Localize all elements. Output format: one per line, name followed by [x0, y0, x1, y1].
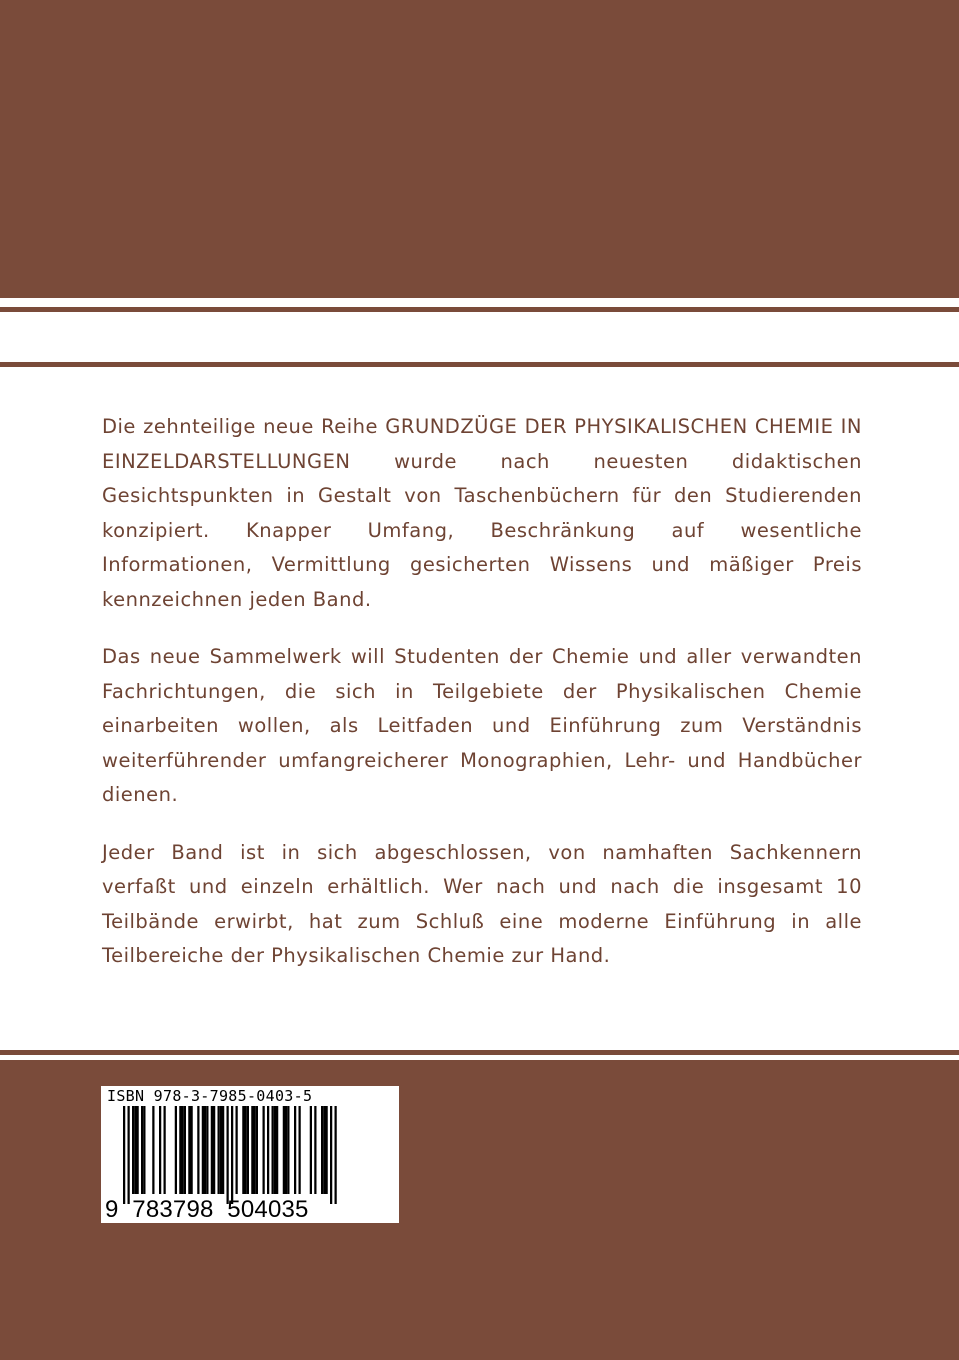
barcode-bar: [323, 1106, 325, 1194]
barcode-bar: [236, 1106, 238, 1194]
paragraph-volumes: Jeder Band ist in sich abgeschlossen, von namhaften Sachkennern verfaßt und einzeln erhältlich. Wer nach und nach die insgesamt 10 Teilbände erwirbt, hat zum Schluß eine moderne Einführung in alle Teilbereiche der Physikalischen Chemie zur Hand.: [102, 840, 862, 967]
barcode-bar: [310, 1106, 312, 1194]
barcode-bar: [267, 1106, 269, 1194]
barcode-bar: [123, 1106, 125, 1204]
barcode-bar: [245, 1106, 247, 1194]
barcode-bar: [283, 1106, 285, 1194]
barcode-bar: [299, 1106, 301, 1194]
isbn-barcode-label: [101, 1086, 399, 1223]
barcode-bar: [204, 1106, 206, 1194]
barcode-bar: [276, 1106, 278, 1194]
barcode-bar: [294, 1106, 296, 1194]
barcode-bar: [335, 1106, 337, 1204]
barcode-bar: [188, 1106, 190, 1194]
barcode-bar: [184, 1106, 186, 1194]
barcode-bar: [314, 1106, 316, 1194]
barcode-bar: [164, 1106, 166, 1194]
barcode-bar: [231, 1106, 233, 1204]
lower-divider-rule: [0, 1050, 959, 1055]
barcode-bar: [274, 1106, 276, 1194]
barcode-bar: [211, 1106, 213, 1194]
barcode-bar: [159, 1106, 161, 1194]
barcode-bar: [202, 1106, 204, 1194]
intro-text: Die zehnteilige neue Reihe: [102, 415, 386, 438]
intro-continuation: wurde nach neuesten didaktischen Gesichtspunkten in Gestalt von Taschenbüchern für den Studierenden konzipiert. Knapper Umfang, Beschränkung auf wesentliche Informationen, Vermittlung gesicherten Wissens und mäßiger Preis kennzeichnen jeden Band.: [102, 449, 862, 611]
barcode-bar: [287, 1106, 289, 1194]
top-color-band: [0, 0, 959, 298]
barcode-bar: [134, 1106, 136, 1194]
barcode-bar: [206, 1106, 208, 1194]
barcode-bar: [197, 1106, 199, 1194]
barcode-bar: [137, 1106, 139, 1194]
barcode-bar: [242, 1106, 244, 1194]
barcode-bar: [256, 1106, 258, 1194]
series-title: GRUNDZÜGE DER PHYSIKALISCHEN CHEMIE IN EINZELDARSTELLUNGEN: [102, 415, 862, 473]
barcode-bar: [213, 1106, 215, 1194]
top-divider-rule: [0, 307, 959, 312]
barcode-bar: [251, 1106, 253, 1194]
isbn-number: ISBN 978-3-7985-0403-5: [107, 1087, 313, 1105]
barcode-bar: [128, 1106, 130, 1204]
barcode-bar: [227, 1106, 229, 1204]
barcode-bar: [330, 1106, 332, 1204]
paragraph-series-intro: [102, 410, 862, 617]
barcode-bar: [222, 1106, 224, 1194]
paragraph-audience: Das neue Sammelwerk will Studenten der Chemie und aller verwandten Fachrichtungen, die sich in Teilgebiete der Physikalischen Chemie einarbeiten wollen, als Leitfaden und Einführung zum Verständnis weiterführender umfangreicherer Monographien, Lehr- und Handbücher dienen.: [102, 645, 862, 806]
barcode-bar: [182, 1106, 184, 1194]
barcode-bar: [321, 1106, 323, 1194]
barcode-bar: [175, 1106, 177, 1194]
ean-digits: 9 783798 504035: [105, 1196, 309, 1223]
barcode-bar: [132, 1106, 134, 1194]
barcode-bar: [263, 1106, 265, 1194]
barcode-bar: [254, 1106, 256, 1194]
barcode-bar: [218, 1106, 220, 1194]
barcode-bar: [247, 1106, 249, 1194]
barcode-bar: [152, 1106, 154, 1194]
barcode-bar: [143, 1106, 145, 1194]
barcode-bar: [272, 1106, 274, 1194]
upper-divider-rule: [0, 362, 959, 367]
back-cover-text: [102, 410, 862, 974]
barcode-bar: [191, 1106, 193, 1194]
barcode-bar: [285, 1106, 287, 1194]
barcode-bar: [179, 1106, 181, 1194]
barcode-bar: [220, 1106, 222, 1194]
barcode-bar: [141, 1106, 143, 1194]
barcode-bar: [326, 1106, 328, 1194]
